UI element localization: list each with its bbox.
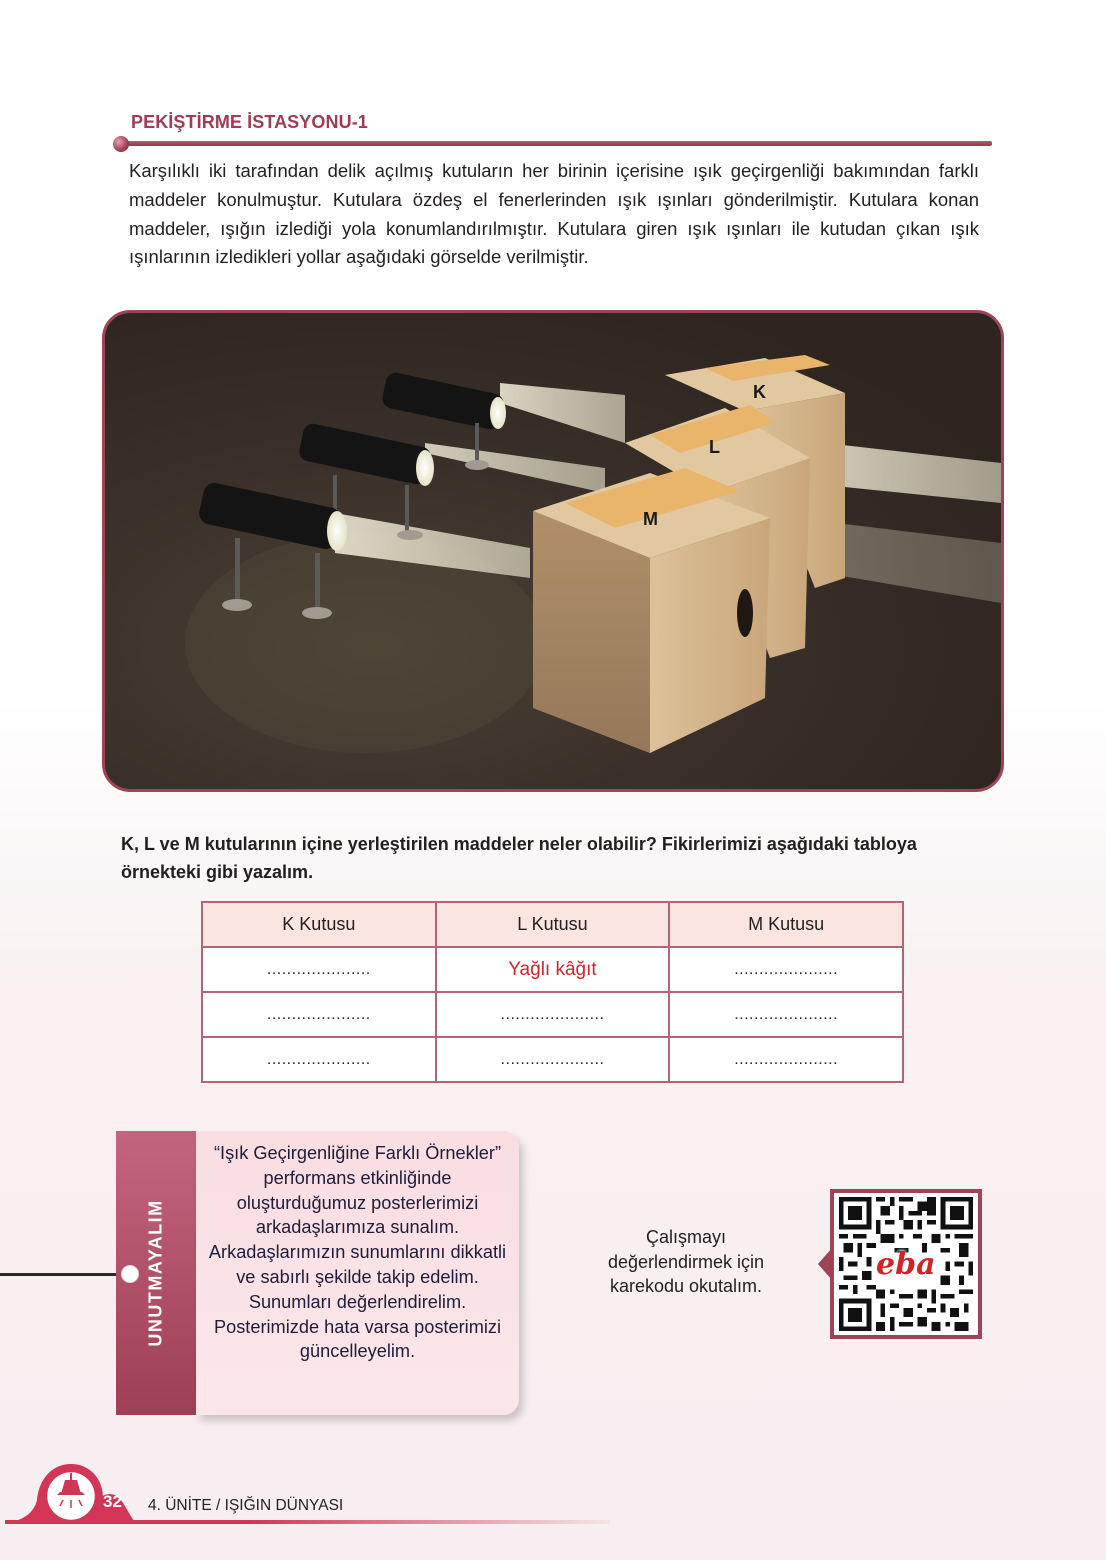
footer-badge: [5, 1460, 145, 1524]
box-k-label: K: [753, 382, 766, 402]
title-rule: [120, 141, 992, 146]
box-l-label: L: [709, 437, 720, 457]
unit-title: 4. ÜNİTE / IŞIĞIN DÜNYASI: [148, 1497, 344, 1514]
intro-paragraph: Karşılıklı iki tarafından delik açılmış kutuların her birinin içerisine ışık geçirgenliği bakımından farklı maddeler konulmuştur. Kutulara özdeş el fenerlerinden ışık ışınları gönderilmiştir. Kutulara konan maddeler, ışığın izlediği yola konumlandırılmıştır. Kutulara giren ışık ışınları ile kutudan çıkan ışık ışınlarının izledikleri yollar aşağıdaki görselde verilmiştir.: [129, 160, 979, 268]
header-m-box: M Kutusu: [669, 902, 903, 947]
answer-cell-m[interactable]: .....................: [669, 1037, 903, 1082]
reminder-note: [116, 1131, 519, 1415]
answer-cell-k[interactable]: .....................: [202, 992, 436, 1037]
page-number: 32: [103, 1492, 122, 1511]
answer-cell-m[interactable]: .....................: [669, 947, 903, 992]
table-row: [202, 947, 903, 992]
qr-caption: Çalışmayı değerlendirmek için karekodu okutalım.: [607, 1227, 765, 1296]
title-bullet-icon: [113, 136, 129, 152]
sample-answer-cell-l: Yağlı kâğıt: [436, 947, 670, 992]
qr-code-icon[interactable]: [830, 1189, 982, 1339]
answer-cell-k[interactable]: .....................: [202, 947, 436, 992]
answer-cell-m[interactable]: .....................: [669, 992, 903, 1037]
table-header-row: [202, 902, 903, 947]
note-connector-dot-icon: [122, 1266, 138, 1282]
reminder-tab-label: UNUTMAYALIM: [145, 1199, 166, 1347]
answer-cell-l[interactable]: .....................: [436, 1037, 670, 1082]
footer-rule: [5, 1520, 610, 1524]
eba-logo: eba: [876, 1247, 936, 1282]
header-l-box: L Kutusu: [436, 902, 670, 947]
table-row: [202, 1037, 903, 1082]
answer-cell-k[interactable]: .....................: [202, 1037, 436, 1082]
box-m-label: M: [643, 509, 658, 529]
flashlight-boxes-illustration: [105, 313, 1001, 789]
header-k-box: K Kutusu: [202, 902, 436, 947]
table-row: [202, 992, 903, 1037]
note-connector-line: [0, 1273, 126, 1276]
answers-table: [201, 901, 904, 1083]
question-text: K, L ve M kutularının içine yerleştirilen maddeler neler olabilir? Fikirlerimizi aşağıdaki tabloya örnekteki gibi yazalım.: [121, 834, 917, 882]
section-title: PEKİŞTİRME İSTASYONU-1: [131, 112, 368, 132]
reminder-text: “Işık Geçirgenliğine Farklı Örnekler” performans etkinliğinde oluşturduğumuz posterlerimizi arkadaşlarımıza sunalım. Arkadaşlarımızın sunumlarını dikkatli ve sabırlı şekilde takip edelim. Sunumları değerlendirelim. Posterimizde hata varsa posterimizi güncelleyelim.: [196, 1131, 519, 1415]
experiment-figure: [102, 310, 1004, 792]
answer-cell-l[interactable]: .....................: [436, 992, 670, 1037]
